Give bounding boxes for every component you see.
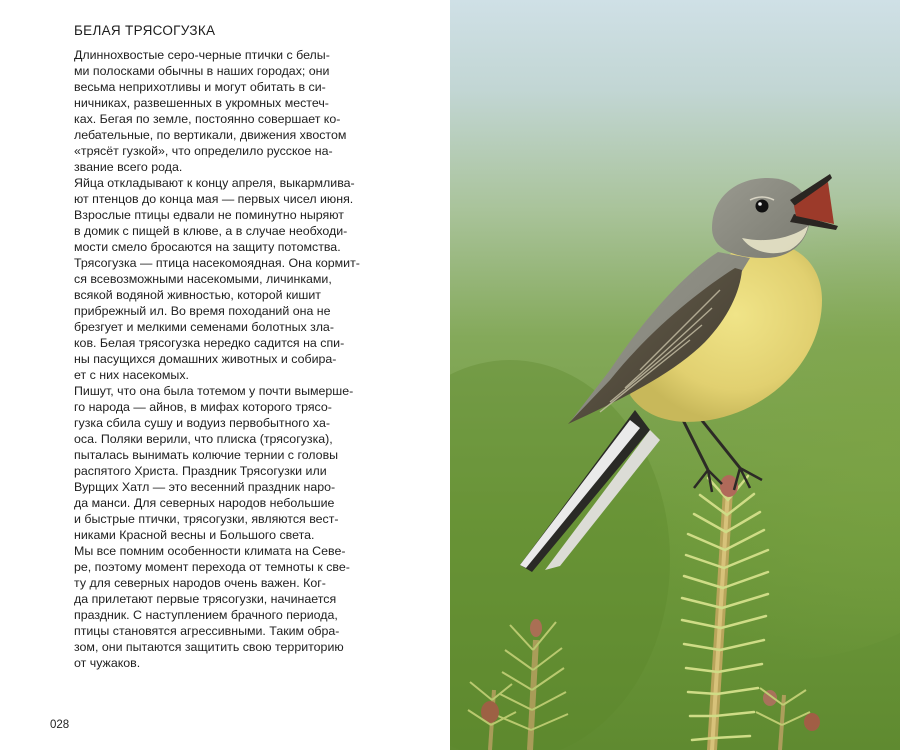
paragraph — [74, 175, 392, 255]
text-line: да прилетают первые трясогузки, начинается — [74, 592, 337, 606]
text-line: ет с них насекомых. — [74, 368, 189, 382]
text-line: Яйца откладывают к концу апреля, выкармлива- — [74, 176, 355, 190]
text-line: пыталась вынимать колючие тернии с головы — [74, 448, 339, 462]
text-line: го народа — айнов, в мифах которого трясо- — [74, 400, 332, 414]
text-line: Трясогузка — птица насекомоядная. Она кормит- — [74, 256, 360, 270]
text-line: от чужаков. — [74, 656, 141, 670]
text-line: Длиннохвостые серо-черные птички с белы- — [74, 48, 330, 62]
text-line: ничниках, развешенных в укромных местеч- — [74, 96, 329, 110]
text-line: прибрежный ил. Во время походаний она не — [74, 304, 331, 318]
text-line: Пишут, что она была тотемом у почти вымерше- — [74, 384, 354, 398]
article-title: БЕЛАЯ ТРЯСОГУЗКА — [74, 23, 216, 38]
text-line: брезгует и мелкими семенами болотных зла- — [74, 320, 334, 334]
text-line: распятого Христа. Праздник Трясогузки или — [74, 464, 327, 478]
paragraph — [74, 383, 392, 543]
text-line: ми полосками обычны в наших городах; они — [74, 64, 330, 78]
text-line: в домик с пищей в клюве, а в случае необходи- — [74, 224, 348, 238]
text-line: «трясёт гузкой», что определило русское на- — [74, 144, 333, 158]
paragraph — [74, 47, 392, 175]
text-line: да манси. Для северных народов небольшие — [74, 496, 335, 510]
text-line: весьма неприхотливы и могут обитать в си- — [74, 80, 326, 94]
text-line: Взрослые птицы едвали не поминутно ныряют — [74, 208, 344, 222]
text-line: гузка сбила сушу и водуиз первобытного ха- — [74, 416, 330, 430]
wagtail-photo — [450, 0, 900, 750]
article-body — [74, 47, 392, 671]
text-line: никами Красной весны и Большого света. — [74, 528, 315, 542]
text-line: ны пасущихся домашних животных и собира- — [74, 352, 337, 366]
text-line: ре, поэтому момент перехода от темноты к све- — [74, 560, 350, 574]
paragraph — [74, 255, 392, 383]
text-line: лебательные, по вертикали, движения хвостом — [74, 128, 347, 142]
text-line: птицы становятся агрессивными. Таким обра- — [74, 624, 340, 638]
text-line: ся всевозможными насекомыми, личинками, — [74, 272, 332, 286]
text-line: оса. Поляки верили, что плиска (трясогузка), — [74, 432, 333, 446]
text-line: Мы все помним особенности климата на Севе- — [74, 544, 346, 558]
text-line: ков. Белая трясогузка нередко садится на спи- — [74, 336, 345, 350]
text-line: Вурщих Хатл — это весенний праздник наро- — [74, 480, 336, 494]
text-line: ту для северных народов очень важен. Ког- — [74, 576, 326, 590]
page-number: 028 — [50, 719, 70, 731]
paragraph — [74, 543, 392, 671]
text-line: праздник. С наступлением брачного периода, — [74, 608, 338, 622]
text-line: зом, они пытаются защитить свою территорию — [74, 640, 344, 654]
text-line: звание всего рода. — [74, 160, 183, 174]
text-line: и быстрые птички, трясогузки, являются вест- — [74, 512, 339, 526]
text-line: всякой водяной живностью, которой кишит — [74, 288, 321, 302]
photo-page — [450, 0, 900, 750]
text-line: ках. Бегая по земле, постоянно совершает ко- — [74, 112, 341, 126]
text-line: мости смело бросаются на защиту потомства. — [74, 240, 341, 254]
text-line: ют птенцов до конца мая — первых чисел июня. — [74, 192, 354, 206]
bird-eye — [756, 200, 769, 213]
